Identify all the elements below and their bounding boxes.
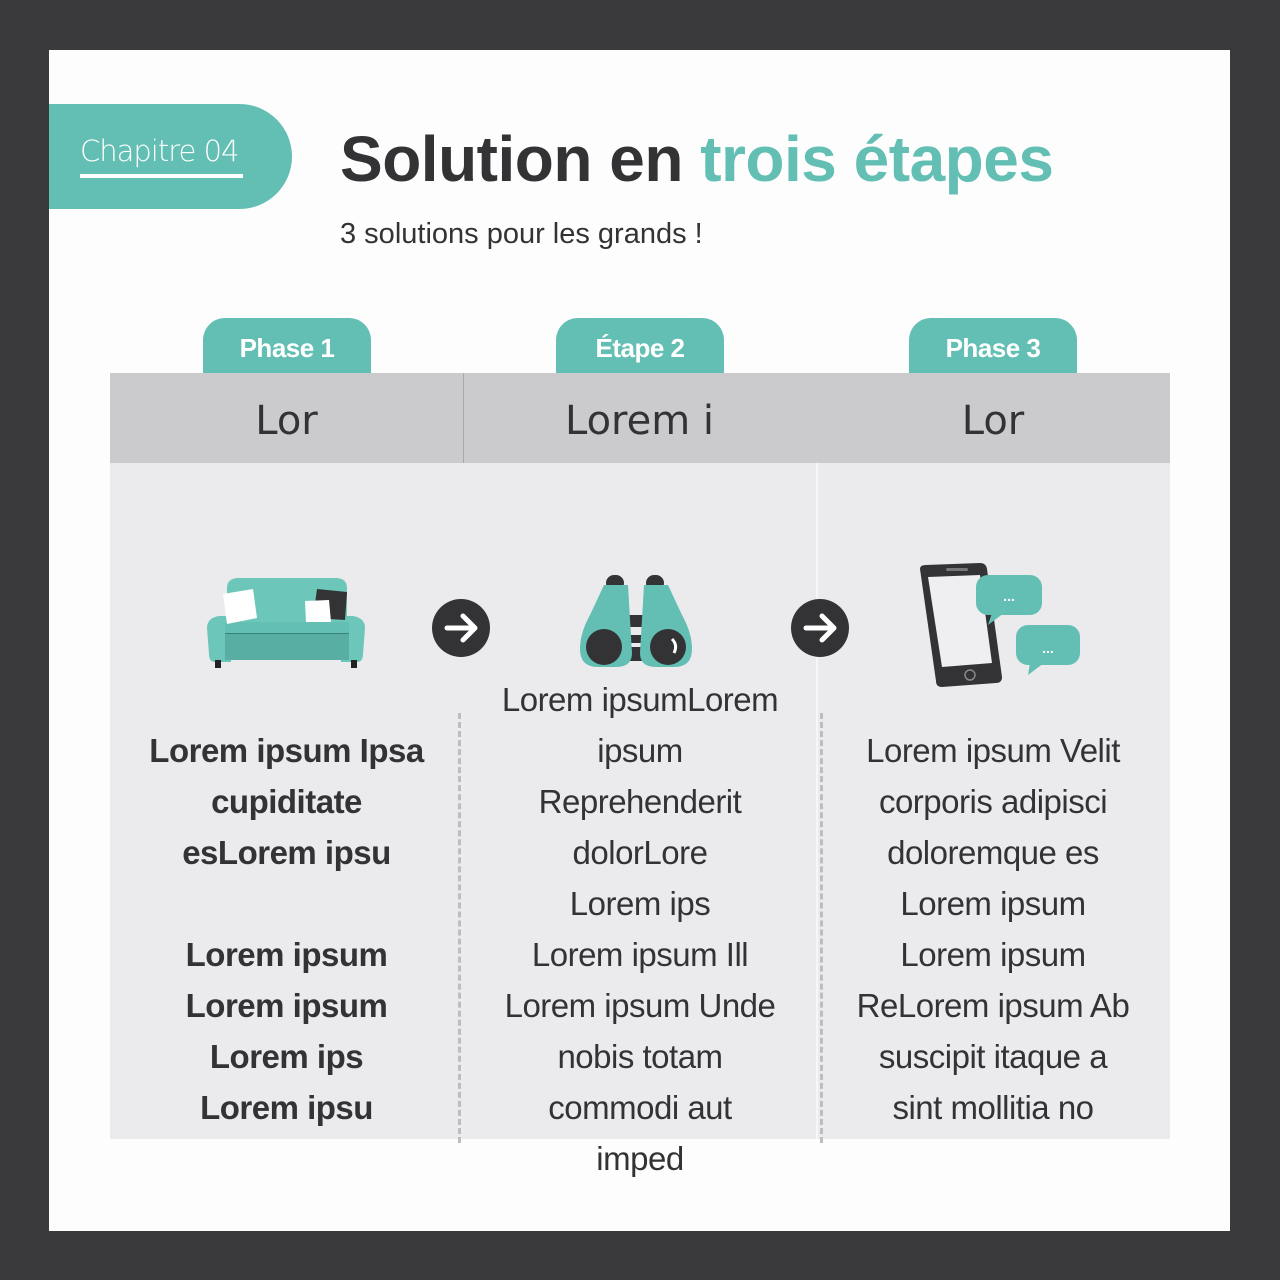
column-2-text: Lorem ipsumLorem ipsum Reprehenderit dolorLore Lorem ips Lorem ipsum Ill Lorem ipsum Unde nobis totam commodi aut imped <box>501 681 779 1177</box>
header-row <box>110 373 1170 463</box>
column-divider <box>816 463 818 1139</box>
header-cell-1: Lor <box>255 398 318 444</box>
header-cell-3: Lor <box>961 398 1025 444</box>
tab-etape-2: Étape 2 <box>556 318 724 374</box>
chapter-label: Chapitre 04 <box>80 134 243 178</box>
tab-phase-1: Phase 1 <box>203 318 371 374</box>
smartphone-chat-icon <box>916 563 1088 691</box>
svg-text:...: ... <box>1003 588 1015 604</box>
svg-text:...: ... <box>1042 640 1054 656</box>
title-main: Solution en <box>340 123 701 195</box>
column-3-text: Lorem ipsum Velit corporis adipisci doloremque es Lorem ipsum Lorem ipsum ReLorem ipsum Ab suscipit itaque a sint mollitia no <box>856 732 1130 1126</box>
page-subtitle: 3 solutions pour les grands ! <box>340 218 703 250</box>
chapter-badge <box>49 104 292 209</box>
title-accent: trois étapes <box>700 123 1054 195</box>
header-cell-2: Lorem i <box>564 398 715 444</box>
sofa-icon <box>205 576 367 668</box>
page-title <box>340 122 1053 196</box>
binoculars-icon <box>576 573 696 669</box>
dashed-divider-1 <box>458 713 461 1143</box>
header-divider <box>463 373 464 463</box>
arrow-right-icon <box>791 599 849 657</box>
dashed-divider-2 <box>820 713 823 1143</box>
tab-phase-3: Phase 3 <box>909 318 1077 374</box>
steps-table <box>110 333 1170 1177</box>
arrow-right-icon <box>432 599 490 657</box>
slide <box>49 50 1230 1231</box>
column-1-text: Lorem ipsum Ipsa cupiditate esLorem ipsu Lorem ipsum Lorem ipsum Lorem ips Lorem ipsu <box>149 732 424 1126</box>
